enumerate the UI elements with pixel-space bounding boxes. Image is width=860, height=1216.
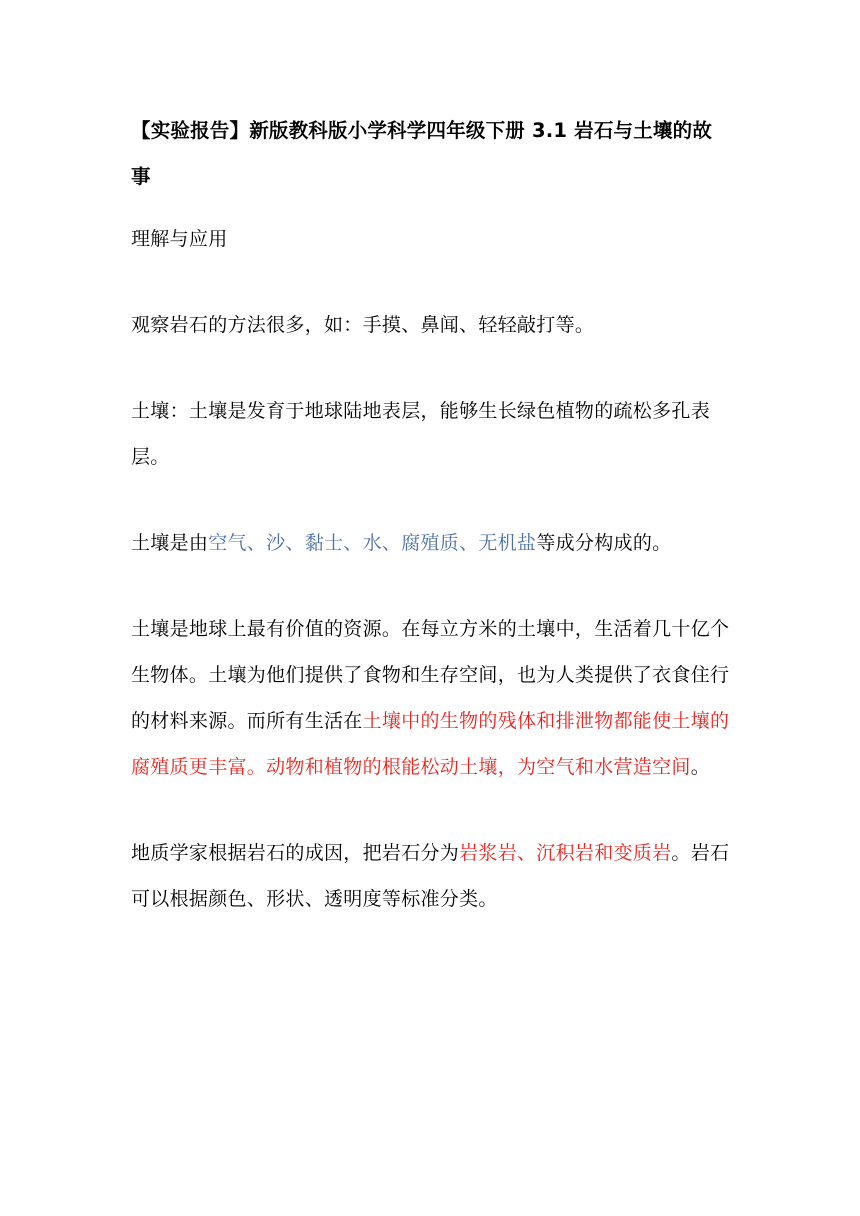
document-title: 【实验报告】新版教科版小学科学四年级下册 3.1 岩石与土壤的故事 — [131, 119, 713, 188]
soil-value-end: 。 — [690, 756, 711, 778]
paragraph-observe-rocks: 观察岩石的方法很多，如：手摸、鼻闻、轻轻敲打等。 — [131, 314, 595, 336]
rock-classification-prefix: 地质学家根据岩石的成因，把岩石分为 — [131, 842, 460, 864]
paragraph-soil-composition — [131, 520, 731, 566]
paragraph-soil-definition: 土壤：土壤是发育于地球陆地表层，能够生长绿色植物的疏松多孔表层。 — [131, 400, 711, 468]
paragraph-soil-value — [131, 606, 731, 790]
document-page — [131, 108, 731, 922]
soil-value-text: 土壤是地球上最有价值的资源。在每立方米的土壤中，生活着几十亿个生物体。土壤为他们提供了食物和生存空间，也为人类提供了衣食住行的材料来源。而所有生活在 — [131, 618, 730, 732]
soil-value-highlight: 土壤中的生物的残体和排泄物都能使土壤的腐殖质更丰富。动物和植物的根能松动土壤，为空气和水营造空间 — [131, 710, 730, 778]
soil-components-highlight: 空气、沙、黏士、水、腐殖质、无机盐 — [208, 532, 537, 554]
soil-composition-suffix: 等成分构成的。 — [536, 532, 672, 554]
paragraph-rock-classification — [131, 830, 731, 922]
rock-types-highlight: 岩浆岩、沉积岩和变质岩 — [459, 842, 672, 864]
rock-classification-suffix: 。岩石可以根据颜色、形状、透明度等标准分类。 — [131, 842, 730, 910]
soil-composition-prefix: 土壤是由 — [131, 532, 209, 554]
section-heading: 理解与应用 — [131, 228, 228, 250]
